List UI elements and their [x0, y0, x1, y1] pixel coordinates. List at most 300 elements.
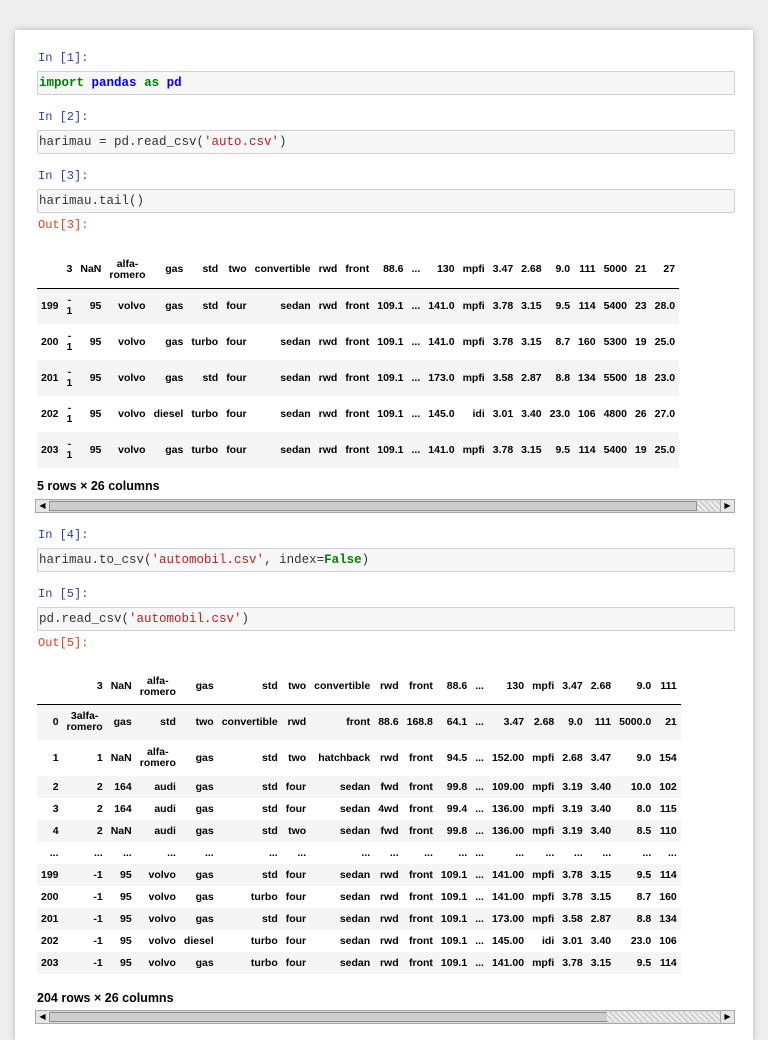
- column-header: 3: [63, 670, 107, 704]
- output-prompt-3: Out[3]:: [38, 218, 89, 232]
- table-cell: 3.40: [590, 802, 612, 815]
- table-cell: 154: [659, 751, 677, 764]
- horizontal-scrollbar-1[interactable]: [35, 499, 735, 513]
- code-cell-3[interactable]: [37, 189, 735, 213]
- table-cell: gas: [195, 824, 214, 837]
- table-row: [37, 842, 681, 864]
- code-text: pd.read_csv(: [39, 612, 130, 626]
- module-name: pandas: [91, 76, 137, 90]
- table-cell: 141.00: [491, 890, 525, 903]
- table-cell: 102: [659, 780, 677, 793]
- table-cell: volvo: [148, 934, 176, 947]
- output-prompt-5: Out[5]:: [38, 636, 89, 650]
- table-row: [37, 798, 681, 820]
- column-header: gas: [180, 670, 218, 704]
- table-cell: alfa- romero: [139, 746, 176, 769]
- table-cell: 160: [659, 890, 677, 903]
- column-header: 130: [488, 670, 528, 704]
- table-cell: 95: [89, 443, 102, 456]
- table-cell: 141.00: [491, 868, 525, 881]
- table-cell: sedan: [339, 956, 371, 969]
- table-cell: front: [408, 934, 433, 947]
- table-cell: mpfi: [532, 780, 555, 793]
- table-cell: 5400: [603, 443, 627, 456]
- table-cell: gas: [195, 802, 214, 815]
- table-cell: 99.4: [446, 802, 468, 815]
- table-cell: 8.7: [636, 890, 652, 903]
- table-cell: ...: [204, 846, 214, 859]
- table-cell: 3.19: [562, 780, 583, 793]
- table-row: [37, 908, 681, 930]
- table-cell: 9.5: [636, 956, 652, 969]
- code-text: harimau.to_csv(: [39, 553, 152, 567]
- table-cell: 95: [89, 371, 102, 384]
- scroll-left-arrow-icon[interactable]: ◀: [36, 1011, 49, 1023]
- table-cell: 95: [89, 407, 102, 420]
- table-cell: 3.58: [562, 912, 583, 925]
- table-cell: 25.0: [654, 443, 676, 456]
- table-cell: turbo: [250, 890, 278, 903]
- scroll-left-arrow-icon[interactable]: ◀: [36, 500, 49, 512]
- table-shape-info: 5 rows × 26 columns: [37, 479, 160, 493]
- table-cell: four: [226, 407, 247, 420]
- column-header: two: [222, 252, 250, 288]
- table-cell: 3.78: [562, 956, 583, 969]
- table-cell: 5500: [603, 371, 627, 384]
- table-cell: sedan: [339, 868, 371, 881]
- column-header: rwd: [374, 670, 402, 704]
- scroll-thumb[interactable]: [49, 501, 697, 511]
- column-header: std: [187, 252, 222, 288]
- table-cell: volvo: [118, 335, 146, 348]
- table-cell: 9.5: [555, 443, 571, 456]
- table-cell: ...: [602, 846, 612, 859]
- table-cell: four: [226, 443, 247, 456]
- table-cell: 109.1: [440, 912, 468, 925]
- table-cell: -1: [93, 868, 103, 881]
- table-cell: 3.01: [562, 934, 583, 947]
- row-index: 200: [41, 335, 59, 348]
- table-cell: -1: [93, 934, 103, 947]
- column-header: ...: [408, 252, 425, 288]
- table-cell: ...: [122, 846, 132, 859]
- table-cell: front: [345, 371, 370, 384]
- table-cell: -1: [93, 890, 103, 903]
- table-cell: std: [261, 802, 278, 815]
- table-cell: 18: [634, 371, 647, 384]
- column-header: ...: [471, 670, 488, 704]
- table-cell: 28.0: [654, 299, 676, 312]
- table-row: [37, 396, 679, 432]
- table-cell: mpfi: [462, 335, 485, 348]
- row-index: 203: [41, 956, 59, 969]
- table-cell: 136.00: [491, 802, 525, 815]
- table-cell: ...: [475, 751, 484, 764]
- table-cell: std: [261, 912, 278, 925]
- column-header: 88.6: [373, 252, 407, 288]
- table-cell: std: [160, 715, 176, 728]
- table-cell: diesel: [153, 407, 184, 420]
- column-header: convertible: [251, 252, 315, 288]
- table-cell: 8.5: [636, 824, 652, 837]
- table-cell: 109.1: [377, 407, 404, 420]
- table-cell: 109.1: [440, 868, 468, 881]
- table-cell: volvo: [118, 299, 146, 312]
- table-cell: NaN: [110, 824, 132, 837]
- table-cell: 2.68: [533, 715, 555, 728]
- table-cell: ...: [458, 846, 468, 859]
- table-cell: 173.00: [491, 912, 525, 925]
- code-cell-4[interactable]: [37, 548, 735, 572]
- column-header: 3.47: [558, 670, 586, 704]
- table-cell: turbo: [250, 956, 278, 969]
- table-cell: ...: [389, 846, 399, 859]
- table-cell: front: [408, 890, 433, 903]
- keyword-import: import: [39, 76, 85, 90]
- table-cell: std: [202, 371, 219, 384]
- column-header: 111: [574, 252, 600, 288]
- table-cell: idi: [542, 934, 555, 947]
- table-cell: ...: [475, 824, 484, 837]
- table-cell: audi: [154, 780, 176, 793]
- table-cell: 64.1: [446, 715, 468, 728]
- table-cell: idi: [472, 407, 485, 420]
- table-cell: mpfi: [462, 299, 485, 312]
- column-header: mpfi: [459, 252, 489, 288]
- table-cell: 95: [120, 912, 132, 925]
- table-cell: 23: [634, 299, 647, 312]
- column-header: 3.47: [489, 252, 517, 288]
- table-cell: 26: [634, 407, 647, 420]
- table-cell: 109.00: [491, 780, 525, 793]
- table-cell: sedan: [280, 407, 311, 420]
- table-cell: sedan: [339, 802, 371, 815]
- table-cell: gas: [165, 443, 184, 456]
- table-cell: ...: [411, 407, 421, 420]
- table-cell: 141.0: [428, 299, 455, 312]
- table-cell: 95: [89, 335, 102, 348]
- table-cell: rwd: [379, 956, 399, 969]
- table-cell: 9.5: [636, 868, 652, 881]
- table-cell: rwd: [379, 912, 399, 925]
- table-cell: ...: [361, 846, 371, 859]
- table-cell: 95: [89, 299, 102, 312]
- table-cell: turbo: [191, 335, 219, 348]
- table-cell: four: [285, 956, 307, 969]
- code-cell-2[interactable]: [37, 130, 735, 154]
- table-cell: convertible: [221, 715, 278, 728]
- row-index: ...: [49, 846, 59, 859]
- table-cell: 114: [578, 443, 596, 456]
- table-row: [37, 952, 681, 974]
- table-cell: 114: [578, 299, 596, 312]
- table-cell: 3.78: [562, 868, 583, 881]
- table-cell: 141.0: [428, 335, 455, 348]
- table-cell: 27.0: [654, 407, 676, 420]
- column-header: front: [341, 252, 373, 288]
- table-cell: ...: [573, 846, 583, 859]
- scroll-right-arrow-icon[interactable]: ▶: [720, 1011, 734, 1023]
- table-cell: ...: [475, 912, 484, 925]
- table-cell: gas: [165, 335, 184, 348]
- string-literal: 'auto.csv': [204, 135, 280, 149]
- table-cell: ...: [411, 443, 421, 456]
- table-cell: four: [285, 868, 307, 881]
- scroll-right-arrow-icon[interactable]: ▶: [720, 500, 734, 512]
- scroll-track[interactable]: [697, 501, 720, 511]
- table-cell: 9.5: [555, 299, 571, 312]
- notebook-page: [15, 30, 753, 1040]
- column-header: rwd: [315, 252, 342, 288]
- table-cell: ...: [297, 846, 307, 859]
- table-cell: front: [408, 780, 433, 793]
- table-cell: 8.8: [636, 912, 652, 925]
- table-cell: - 1: [66, 330, 73, 353]
- table-cell: 25.0: [654, 335, 676, 348]
- table-cell: gas: [195, 751, 214, 764]
- table-cell: front: [408, 912, 433, 925]
- table-cell: 95: [120, 890, 132, 903]
- table-cell: 3.78: [492, 335, 514, 348]
- table-cell: two: [288, 751, 307, 764]
- table-cell: audi: [154, 802, 176, 815]
- table-cell: mpfi: [532, 824, 555, 837]
- table-cell: 109.1: [377, 299, 404, 312]
- horizontal-scrollbar-2[interactable]: [35, 1010, 735, 1024]
- boolean-literal: False: [324, 553, 362, 567]
- table-cell: 8.0: [636, 802, 652, 815]
- table-cell: 99.8: [446, 780, 468, 793]
- table-cell: ...: [475, 846, 484, 859]
- column-header: convertible: [310, 670, 374, 704]
- table-row: [37, 776, 681, 798]
- scroll-track[interactable]: [607, 1012, 720, 1022]
- row-index: 203: [41, 443, 59, 456]
- table-cell: std: [261, 868, 278, 881]
- table-cell: 19: [634, 335, 647, 348]
- table-cell: mpfi: [462, 443, 485, 456]
- table-shape-info: 204 rows × 26 columns: [37, 991, 174, 1005]
- table-cell: -1: [93, 912, 103, 925]
- table-cell: gas: [165, 299, 184, 312]
- table-cell: volvo: [118, 443, 146, 456]
- table-cell: 3.47: [503, 715, 525, 728]
- table-cell: 4wd: [378, 802, 399, 815]
- column-header: gas: [150, 252, 188, 288]
- table-cell: ...: [475, 956, 484, 969]
- table-cell: 8.8: [555, 371, 571, 384]
- table-cell: 19: [634, 443, 647, 456]
- dataframe-full-table: [37, 670, 681, 974]
- table-cell: 95: [120, 868, 132, 881]
- table-cell: 2.87: [590, 912, 612, 925]
- table-cell: 2.68: [562, 751, 583, 764]
- column-header: 130: [424, 252, 458, 288]
- table-cell: - 1: [66, 366, 73, 389]
- table-cell: rwd: [379, 868, 399, 881]
- table-cell: 3.01: [492, 407, 514, 420]
- table-cell: audi: [154, 824, 176, 837]
- table-row: [37, 288, 679, 324]
- table-cell: NaN: [110, 751, 132, 764]
- table-cell: 21: [665, 715, 677, 728]
- table-cell: diesel: [183, 934, 214, 947]
- column-header: 9.0: [615, 670, 655, 704]
- table-cell: rwd: [318, 407, 338, 420]
- table-cell: std: [261, 780, 278, 793]
- table-cell: sedan: [339, 824, 371, 837]
- table-cell: 2: [96, 780, 103, 793]
- table-cell: gas: [113, 715, 132, 728]
- table-cell: 109.1: [440, 956, 468, 969]
- table-cell: 3.15: [590, 956, 612, 969]
- column-header: 2.68: [517, 252, 545, 288]
- table-row: [37, 324, 679, 360]
- table-cell: 136.00: [491, 824, 525, 837]
- code-cell-1[interactable]: [37, 71, 735, 95]
- table-cell: volvo: [118, 407, 146, 420]
- table-cell: mpfi: [532, 868, 555, 881]
- table-cell: 109.1: [440, 890, 468, 903]
- table-cell: four: [285, 802, 307, 815]
- row-index: 3: [52, 802, 59, 815]
- table-cell: 110: [659, 824, 677, 837]
- table-cell: volvo: [118, 371, 146, 384]
- column-header: NaN: [107, 670, 136, 704]
- table-cell: sedan: [280, 371, 311, 384]
- table-cell: 88.6: [378, 715, 399, 728]
- module-alias: pd: [166, 76, 182, 90]
- table-cell: sedan: [280, 335, 311, 348]
- table-cell: sedan: [280, 443, 311, 456]
- table-cell: volvo: [148, 912, 176, 925]
- table-cell: ...: [475, 868, 484, 881]
- table-cell: 94.5: [446, 751, 468, 764]
- table-cell: mpfi: [532, 802, 555, 815]
- table-cell: 141.0: [428, 443, 455, 456]
- table-cell: 134: [659, 912, 677, 925]
- table-cell: ...: [268, 846, 278, 859]
- table-cell: mpfi: [532, 912, 555, 925]
- table-cell: rwd: [318, 335, 338, 348]
- table-cell: 3.58: [492, 371, 514, 384]
- table-cell: std: [261, 751, 278, 764]
- table-cell: 106: [659, 934, 677, 947]
- table-cell: sedan: [339, 890, 371, 903]
- table-cell: 3.19: [562, 824, 583, 837]
- table-cell: mpfi: [532, 751, 555, 764]
- table-cell: 114: [659, 956, 677, 969]
- row-index: 201: [41, 912, 59, 925]
- table-row: [37, 930, 681, 952]
- table-cell: volvo: [148, 868, 176, 881]
- table-cell: hatchback: [318, 751, 371, 764]
- table-cell: rwd: [318, 299, 338, 312]
- table-cell: 3.78: [562, 890, 583, 903]
- code-text: harimau = pd.read_csv(: [39, 135, 205, 149]
- table-cell: ...: [167, 846, 176, 859]
- column-header: 3: [63, 252, 77, 288]
- table-cell: ...: [642, 846, 652, 859]
- table-cell: 95: [120, 956, 132, 969]
- table-cell: 160: [578, 335, 596, 348]
- table-cell: ...: [475, 780, 484, 793]
- code-cell-5[interactable]: [37, 607, 735, 631]
- table-row: [37, 360, 679, 396]
- code-text: harimau.tail(): [39, 194, 145, 208]
- table-cell: gas: [165, 371, 184, 384]
- table-cell: 3.15: [521, 299, 542, 312]
- row-index: 4: [52, 824, 59, 837]
- code-text: ): [241, 612, 250, 626]
- table-cell: 2.87: [521, 371, 542, 384]
- code-text: , index=: [264, 553, 325, 567]
- column-header: two: [282, 670, 310, 704]
- column-header: 9.0: [546, 252, 574, 288]
- table-cell: 8.7: [555, 335, 571, 348]
- table-cell: 3.40: [590, 780, 612, 793]
- table-cell: gas: [195, 912, 214, 925]
- table-cell: 23.0: [654, 371, 676, 384]
- table-cell: 3.15: [590, 890, 612, 903]
- table-cell: rwd: [379, 890, 399, 903]
- table-cell: four: [226, 299, 247, 312]
- table-cell: ...: [475, 802, 484, 815]
- row-index: 200: [41, 890, 59, 903]
- table-cell: front: [345, 443, 370, 456]
- table-cell: ...: [93, 846, 103, 859]
- table-cell: - 1: [66, 402, 73, 425]
- table-cell: 173.0: [428, 371, 455, 384]
- table-cell: ...: [411, 335, 421, 348]
- table-cell: ...: [475, 890, 484, 903]
- column-header: 27: [651, 252, 679, 288]
- table-cell: rwd: [287, 715, 307, 728]
- table-cell: 109.1: [377, 371, 404, 384]
- table-cell: 9.0: [568, 715, 583, 728]
- table-cell: front: [408, 751, 433, 764]
- keyword-as: as: [144, 76, 160, 90]
- table-cell: 141.00: [491, 956, 525, 969]
- row-index: 199: [41, 868, 59, 881]
- table-cell: 3.40: [521, 407, 542, 420]
- input-prompt-2: In [2]:: [38, 110, 89, 124]
- table-cell: ...: [475, 934, 484, 947]
- table-cell: 3.40: [590, 824, 612, 837]
- table-cell: 95: [120, 934, 132, 947]
- table-cell: rwd: [318, 371, 338, 384]
- table-cell: front: [408, 868, 433, 881]
- table-row: [37, 864, 681, 886]
- scroll-thumb[interactable]: [49, 1012, 609, 1022]
- table-cell: four: [226, 371, 247, 384]
- table-row: [37, 740, 681, 776]
- table-cell: ...: [545, 846, 555, 859]
- table-cell: sedan: [339, 934, 371, 947]
- code-text: ): [279, 135, 287, 149]
- table-cell: 111: [594, 715, 612, 728]
- table-cell: - 1: [66, 294, 73, 318]
- table-cell: 23.0: [630, 934, 652, 947]
- index-header: [37, 252, 63, 288]
- table-cell: 168.8: [406, 715, 433, 728]
- table-cell: two: [288, 824, 307, 837]
- code-text: ): [361, 553, 370, 567]
- table-cell: 3.78: [492, 299, 514, 312]
- column-header: alfa- romero: [105, 252, 149, 288]
- table-cell: two: [195, 715, 214, 728]
- table-cell: 3alfa- romero: [66, 710, 103, 734]
